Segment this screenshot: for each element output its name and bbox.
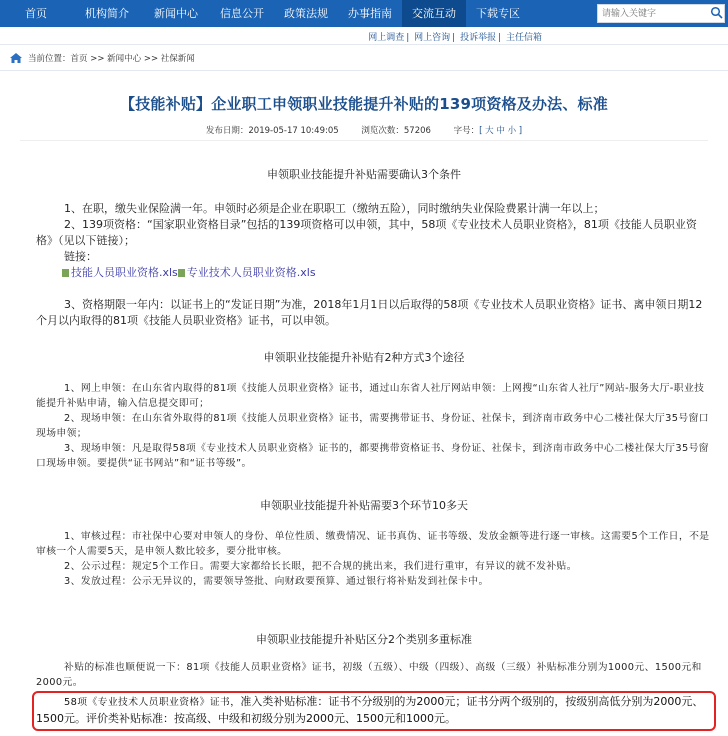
section-heading: 申领职业技能提升补贴有2种方式3个途径	[263, 351, 465, 364]
article-body-section1	[36, 201, 712, 281]
highlighted-paragraph	[36, 694, 712, 727]
paragraph: 1、在职，缴失业保险满一年。申领时必须是企业在职职工（缴纳五险），同时缴纳失业保险费累计满一年以上；	[64, 202, 605, 215]
font-size-control: 字号：[ 大 中 小 ]	[453, 126, 523, 136]
paragraph-body: 准入类补贴标准：证书不分级别的为2000元；证书分两个级别的，按级别高低分别为2000元、1500元。评价类补贴标准：按高级、中级和初级分别为2000元、1500元和1000元。	[36, 695, 704, 725]
xls-file-icon	[178, 269, 185, 277]
xls-file-icon	[62, 269, 69, 277]
paragraph: 补贴的标准也顺便说一下：81项《技能人员职业资格》证书，初级（五级）、中级（四级）、高级（三级）补贴标准分别为1000元、1500元和2000元。	[36, 662, 702, 688]
nav-interaction[interactable]: 交流互动	[402, 0, 466, 27]
nav-policy[interactable]: 政策法规	[284, 7, 328, 20]
paragraph: 1、审核过程：市社保中心要对申领人的身份、单位性质、缴费情况、证书真伪、证书等级、发放金额等进行逐一审核。这需要5个工作日，不是审核一个人需要5天，是申领人数比较多，要分批审核。	[36, 531, 710, 557]
link-director-mailbox[interactable]: 主任信箱	[505, 33, 542, 43]
attachment-link-skills[interactable]: 技能人员职业资格.xls	[71, 266, 178, 279]
link-consult[interactable]: 网上咨询	[414, 33, 451, 43]
divider	[0, 44, 728, 45]
search-icon[interactable]	[710, 6, 724, 20]
section-heading: 申领职业技能提升补贴需要确认3个条件	[267, 168, 461, 181]
paragraph: 3、资格期限一年内：以证书上的“发证日期”为准，2018年1月1日以后取得的58项《专业技术人员职业资格》证书、离申领日期12个月以内取得的81项《技能人员职业资格》证书，可以申领。	[36, 298, 703, 327]
view-count: 浏览次数：57206	[361, 126, 431, 136]
nav-home[interactable]: 首页	[25, 7, 47, 20]
paragraph: 3、发放过程：公示无异议的，需要领导签批、向财政要预算、通过银行将补贴发到社保卡中。	[64, 576, 489, 587]
attachment-link-professional[interactable]: 专业技术人员职业资格.xls	[186, 266, 316, 279]
top-nav	[0, 0, 728, 27]
quick-links: 网上调查 | 网上咨询 | 投诉举报 | 主任信箱	[368, 33, 542, 43]
publish-date: 发布日期：2019-05-17 10:49:05	[205, 126, 339, 136]
article-meta	[0, 124, 728, 136]
divider	[20, 140, 708, 141]
nav-download[interactable]: 下载专区	[476, 7, 520, 20]
links-label: 链接：	[64, 250, 97, 263]
search-input[interactable]	[597, 4, 725, 23]
divider	[0, 70, 728, 71]
article-title: 【技能补贴】企业职工申领职业技能提升补贴的139项资格及办法、标准	[120, 95, 608, 113]
font-size-options[interactable]: [ 大 中 小 ]	[479, 126, 523, 136]
link-complaint[interactable]: 投诉举报	[460, 33, 497, 43]
breadcrumb-text: 当前位置：首页 >> 新闻中心 >> 社保新闻	[28, 54, 195, 64]
paragraph-lead: 58项《专业技术人员职业资格》证书，	[64, 697, 241, 708]
nav-info-public[interactable]: 信息公开	[220, 7, 264, 20]
article-body-section2	[36, 381, 712, 471]
paragraph: 2、现场申领：在山东省外取得的81项《技能人员职业资格》证书，需要携带证书、身份证、社保卡，到济南市政务中心二楼社保大厅35号窗口现场申领；	[36, 413, 709, 439]
nav-about[interactable]: 机构简介	[85, 7, 129, 20]
link-survey[interactable]: 网上调查	[368, 33, 405, 43]
home-icon	[10, 53, 22, 63]
section-heading: 申领职业技能提升补贴区分2个类别多重标准	[256, 633, 472, 646]
paragraph: 1、网上申领：在山东省内取得的81项《技能人员职业资格》证书，通过山东省人社厅网站申领：上网搜“山东省人社厅”网站-服务大厅-职业技能提升补贴申请，输入信息提交即可；	[36, 383, 705, 409]
nav-guide[interactable]: 办事指南	[348, 7, 392, 20]
article-body-section3	[36, 529, 712, 589]
paragraph: 2、公示过程：规定5个工作日。需要大家都给长长眼，把不合规的挑出来，我们进行重审，有异议的就不发补贴。	[64, 561, 577, 572]
section-heading: 申领职业技能提升补贴需要3个环节10多天	[260, 499, 468, 512]
attachment-links	[36, 265, 712, 281]
nav-news[interactable]: 新闻中心	[154, 7, 198, 20]
breadcrumb	[10, 52, 195, 64]
paragraph: 2、139项资格：“国家职业资格目录”包括的139项资格可以申领，其中，58项《专业技术人员职业资格》，81项《技能人员职业资格》（见以下链接）；	[36, 218, 697, 247]
paragraph: 3、现场申领：凡是取得58项《专业技术人员职业资格》证书的，都要携带资格证书、身份证、社保卡，到济南市政务中心二楼社保大厅35号窗口现场申领。要提供“证书网站”和“证书等级”。	[36, 443, 709, 469]
